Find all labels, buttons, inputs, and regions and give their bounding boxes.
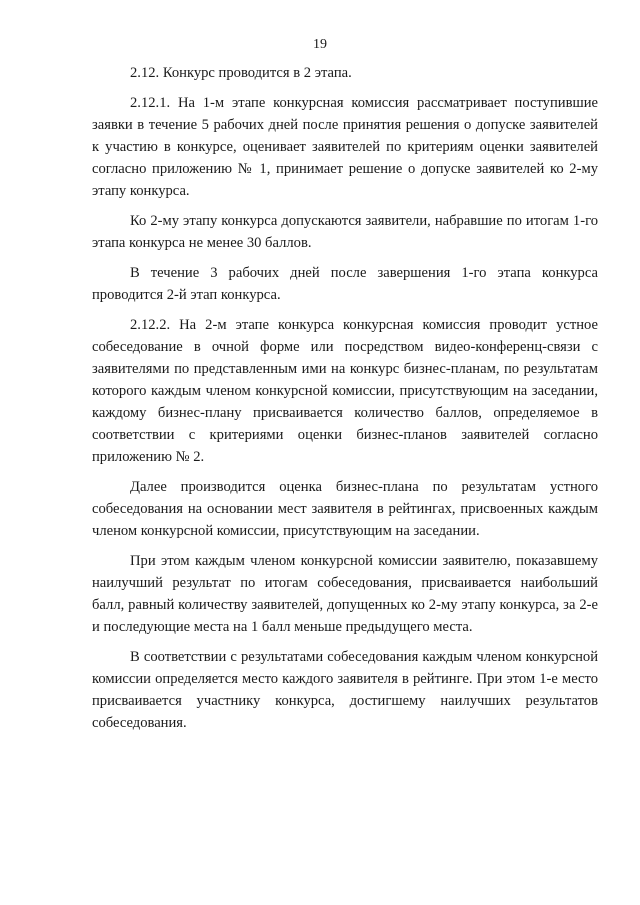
paragraph-2-12-1: 2.12.1. На 1-м этапе конкурсная комиссия рассматривает поступившие заявки в течение 5 рабочих дней после принятия решения о допуске заявителей к участию в конкурсе, оценивает заявителей по критериям оценки заявителей согласно приложению № 1, принимает решение о допуске заявителей ко 2-му этапу конкурса. [92, 95, 598, 199]
paragraph-business-plan-evaluation: Далее производится оценка бизнес-плана по результатам устного собеседования на основании мест заявителя в рейтингах, присвоенных каждым членом конкурсной комиссии, присутствующим на заседании. [92, 479, 598, 539]
paragraph-ranking: В соответствии с результатами собеседования каждым членом конкурсной комиссии определяется место каждого заявителя в рейтинге. При этом 1-е место присваивается участнику конкурса, достигшему наилучших результатов собеседования. [92, 649, 598, 731]
paragraph-stage-2-timing: В течение 3 рабочих дней после завершения 1-го этапа конкурса проводится 2-й этап конкурса. [92, 265, 598, 303]
page-number: 19 [313, 37, 327, 52]
paragraph-admission-stage-2: Ко 2-му этапу конкурса допускаются заявители, набравшие по итогам 1-го этапа конкурса не менее 30 баллов. [92, 213, 598, 251]
paragraph-scoring-rule: При этом каждым членом конкурсной комиссии заявителю, показавшему наилучший результат по итогам собеседования, присваивается наибольший балл, равный количеству заявителей, допущенных ко 2-му этапу конкурса, за 2-е и последующие места на 1 балл меньше предыдущего места. [92, 553, 598, 635]
document-body [92, 62, 598, 742]
paragraph-2-12: 2.12. Конкурс проводится в 2 этапа. [130, 65, 352, 81]
paragraph-2-12-2: 2.12.2. На 2-м этапе конкурса конкурсная комиссия проводит устное собеседование в очной форме или посредством видео-конференц-связи с заявителями по представленным ими на конкурс бизнес-планам, по результатам которого каждым членом конкурсной комиссии, присутствующим на заседании, каждому бизнес-плану присваивается количество баллов, определяемое в соответствии с критериями оценки бизнес-планов заявителей согласно приложению № 2. [92, 317, 598, 465]
